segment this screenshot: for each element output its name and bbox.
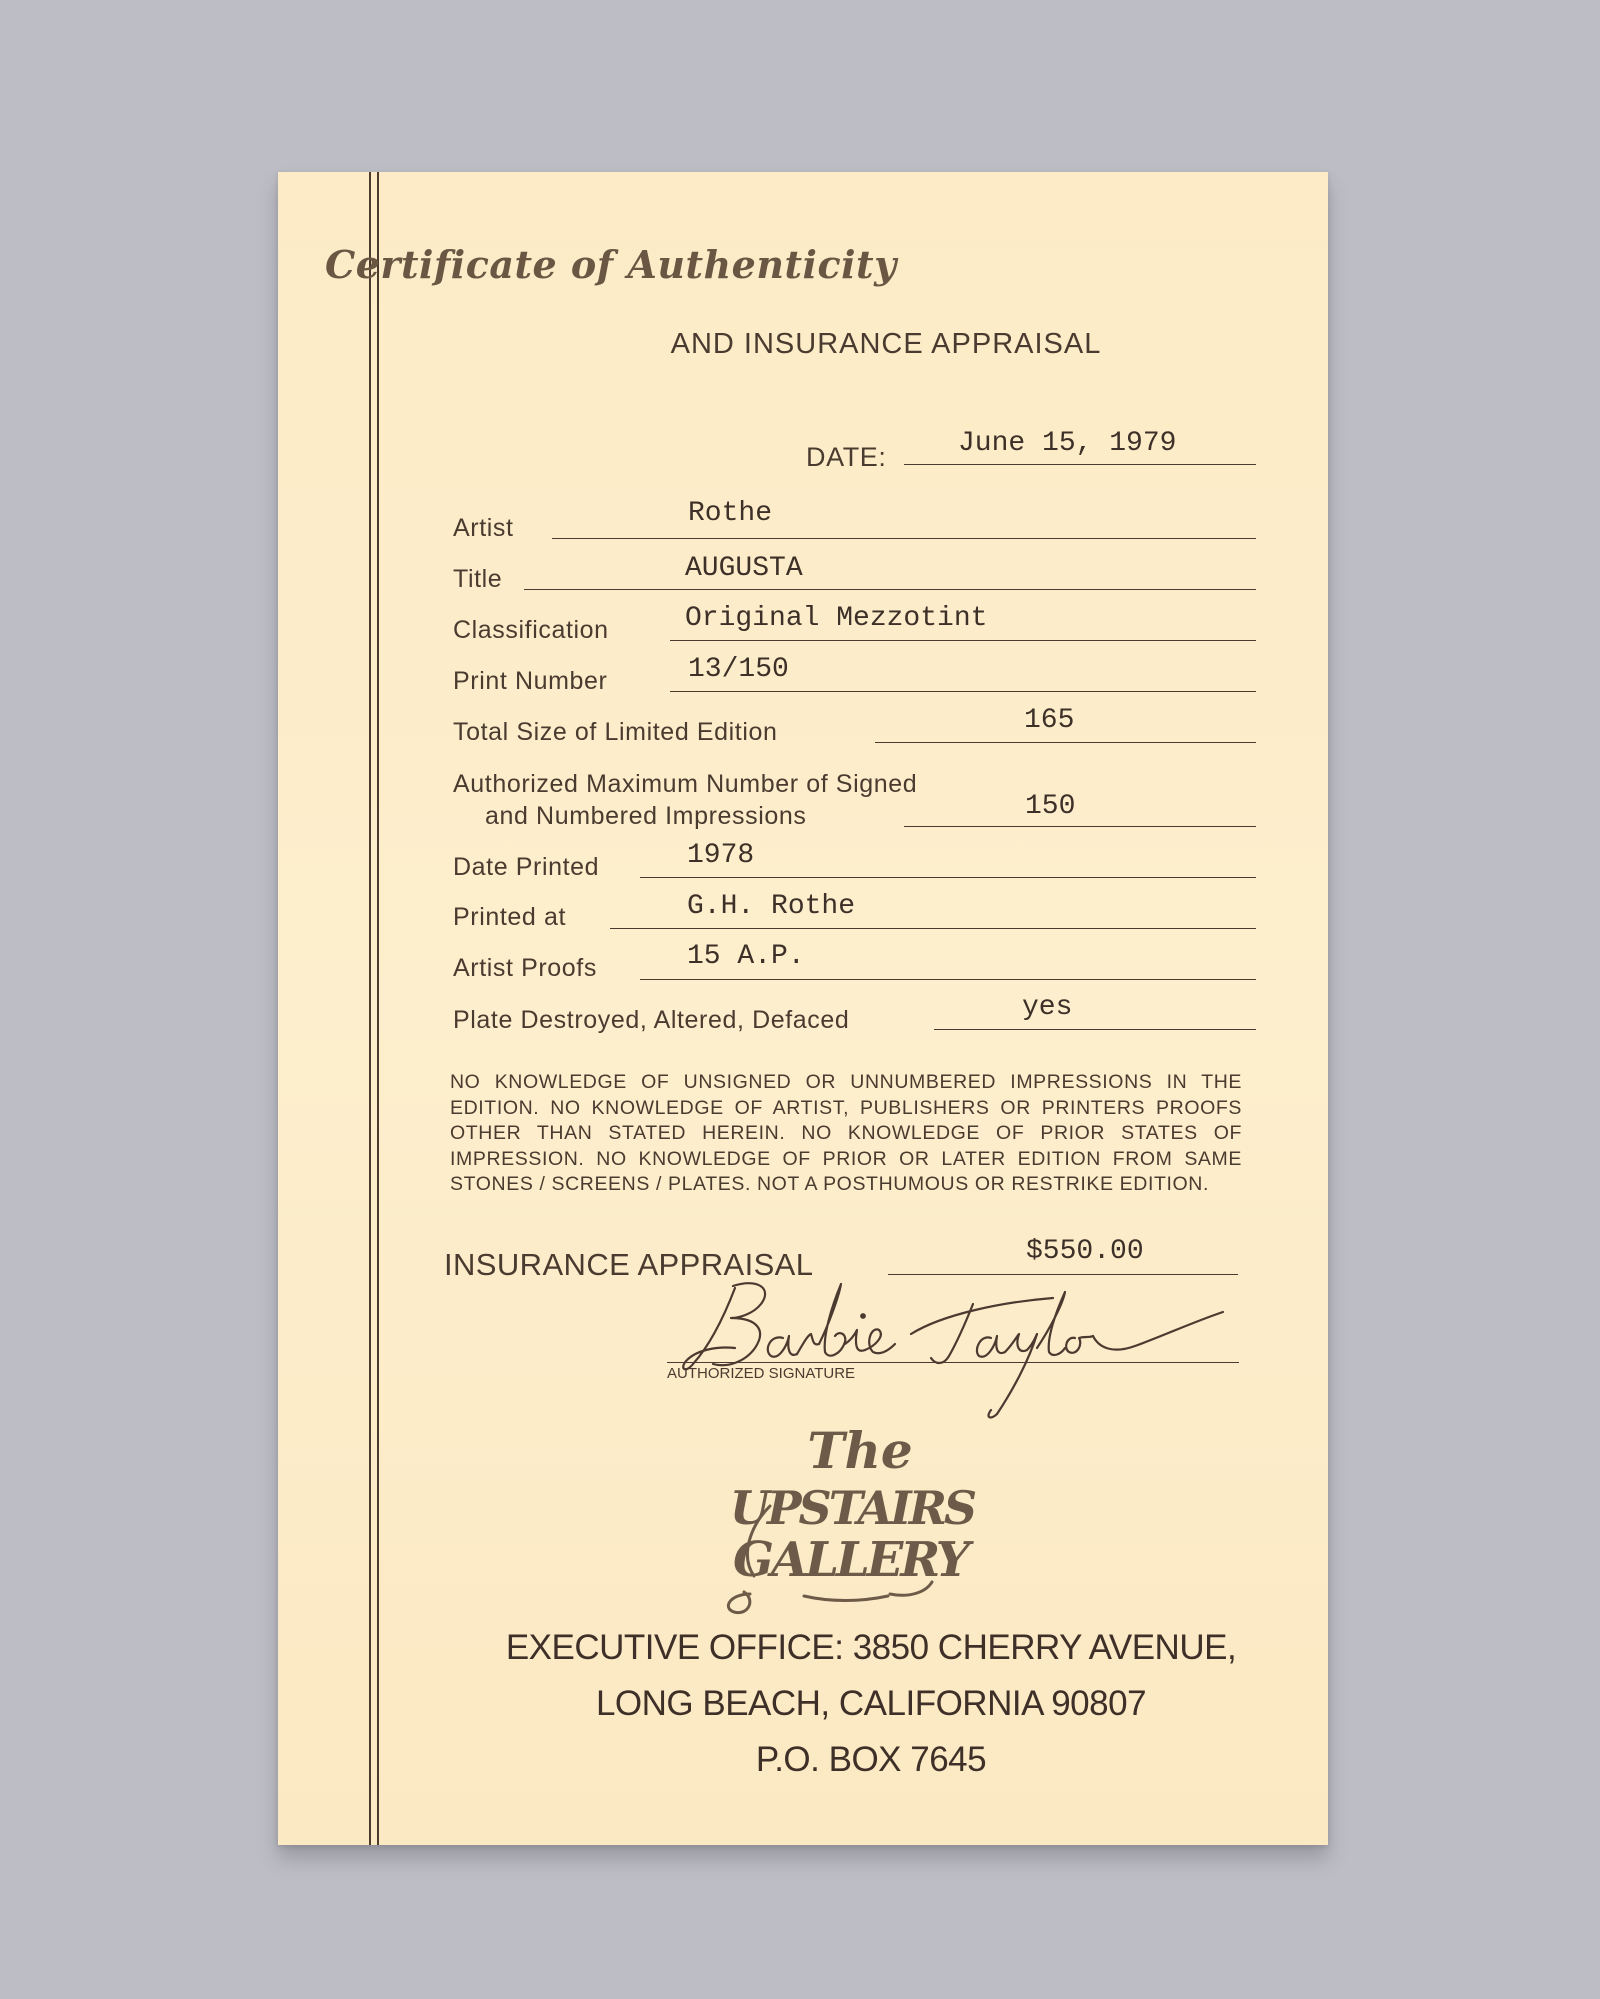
certificate-document xyxy=(278,172,1328,1845)
field-line xyxy=(670,691,1256,692)
certificate-subtitle: AND INSURANCE APPRAISAL xyxy=(670,328,1102,360)
field-value: 150 xyxy=(1025,791,1076,822)
field-value: Original Mezzotint xyxy=(685,603,988,634)
field-line xyxy=(904,826,1256,827)
field-line xyxy=(524,589,1256,590)
field-label: Plate Destroyed, Altered, Defaced xyxy=(453,1006,850,1034)
svg-text:GALLERY: GALLERY xyxy=(733,1532,967,1588)
date-line xyxy=(904,464,1256,465)
field-line xyxy=(640,877,1256,878)
svg-text:The: The xyxy=(807,1421,913,1480)
appraisal-label: INSURANCE APPRAISAL xyxy=(444,1247,814,1282)
margin-rule-right xyxy=(377,172,379,1845)
field-label-line2: and Numbered Impressions xyxy=(485,802,807,830)
date-value: June 15, 1979 xyxy=(958,428,1177,459)
field-value: AUGUSTA xyxy=(685,553,803,584)
field-line xyxy=(552,538,1256,539)
signature-caption: AUTHORIZED SIGNATURE xyxy=(667,1365,856,1382)
handwritten-signature xyxy=(673,1264,1233,1424)
field-value: Rothe xyxy=(688,498,773,529)
address-line-3: P.O. BOX 7645 xyxy=(755,1740,987,1779)
address-line-1: EXECUTIVE OFFICE: 3850 CHERRY AVENUE, xyxy=(505,1628,1237,1667)
field-label-line1: Authorized Maximum Number of Signed xyxy=(453,770,918,798)
address-line-2: LONG BEACH, CALIFORNIA 90807 xyxy=(595,1684,1147,1723)
svg-text:UPSTAIRS: UPSTAIRS xyxy=(729,1481,975,1535)
field-label: Print Number xyxy=(453,667,608,695)
field-value: 13/150 xyxy=(688,654,789,685)
upstairs-gallery-logo xyxy=(710,1416,990,1616)
field-label: Date Printed xyxy=(453,853,600,881)
field-label: Artist Proofs xyxy=(453,954,597,982)
field-value: yes xyxy=(1022,992,1073,1023)
appraisal-value: $550.00 xyxy=(1026,1236,1144,1267)
field-line xyxy=(640,979,1256,980)
field-label: Printed at xyxy=(453,903,567,931)
field-label: Total Size of Limited Edition xyxy=(453,718,778,746)
field-value: 15 A.P. xyxy=(687,941,805,972)
disclaimer-text: NO KNOWLEDGE OF UNSIGNED OR UNNUMBERED IMPRESSIONS IN THE EDITION. NO KNOWLEDGE OF ARTIST, PUBLISHERS OR PRINTERS PROOFS OTHER THAN STATED HEREIN. NO KNOWLEDGE OF PRIOR STATES OF IMPRESSION. NO KNOWLEDGE OF PRIOR OR LATER EDITION FROM SAME STONES / SCREENS / PLATES. NOT A POSTHUMOUS OR RESTRIKE EDITION. xyxy=(450,1071,1242,1195)
field-line xyxy=(934,1029,1256,1030)
field-line xyxy=(670,640,1256,641)
certificate-title: Certificate of Authenticity xyxy=(325,242,897,287)
field-label: Classification xyxy=(453,616,609,644)
field-line xyxy=(875,742,1256,743)
date-label: DATE: xyxy=(806,442,887,472)
field-line xyxy=(610,928,1256,929)
field-value: G.H. Rothe xyxy=(687,891,856,922)
field-label: Title xyxy=(453,565,503,593)
field-value: 1978 xyxy=(687,840,755,871)
margin-rule-left xyxy=(369,172,371,1845)
field-label: Artist xyxy=(453,514,514,542)
field-value: 165 xyxy=(1024,705,1075,736)
